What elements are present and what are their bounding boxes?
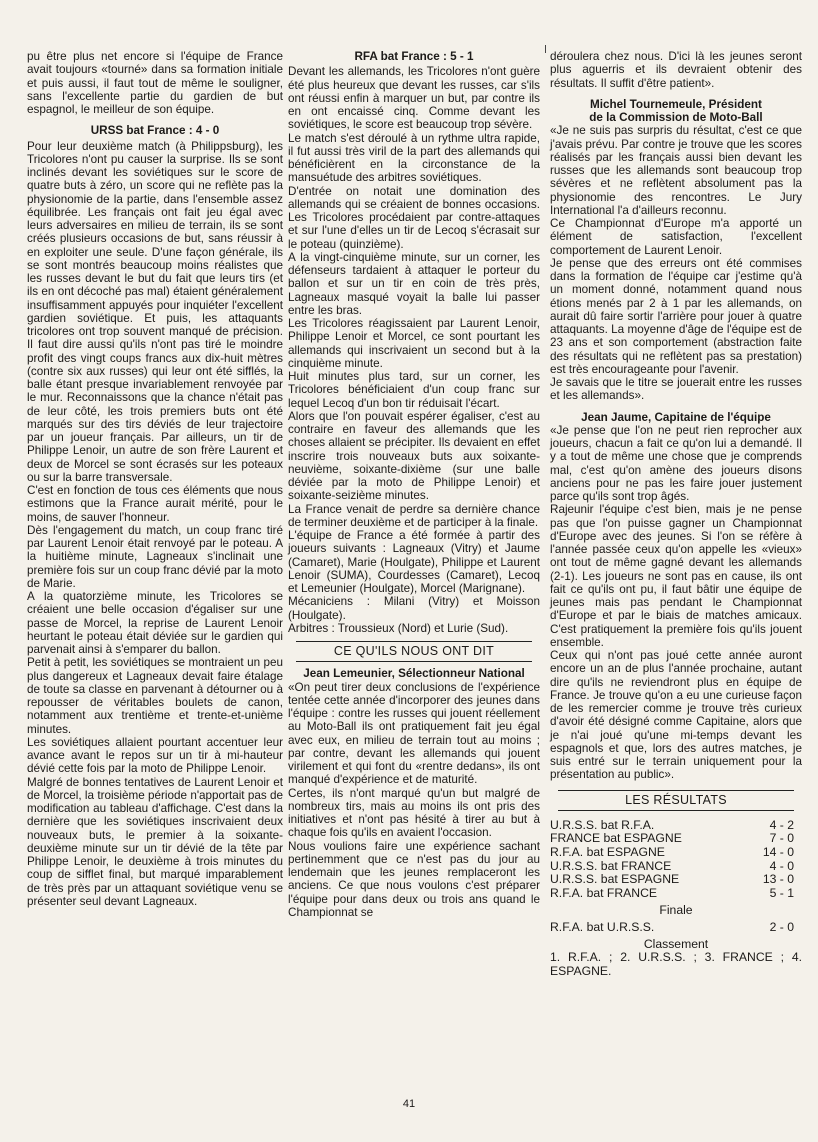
- section-heading-rfa-france: RFA bat France : 5 - 1: [354, 50, 474, 63]
- paragraph: A la quatorzième minute, les Tricolores se créaient une belle occasion d'égaliser sur une passe de Morcel, la reprise de Laurent Lenoir heurtant le poteau était déviée sur le gardien qui parvenait ainsi à s'emparer du ballon.: [27, 590, 283, 656]
- result-row: U.R.S.S. bat FRANCE 4 - 0: [550, 858, 794, 873]
- result-row: FRANCE bat ESPAGNE 7 - 0: [550, 831, 794, 846]
- divider: [558, 810, 794, 811]
- paragraph: Pour leur deuxième match (à Philippsburg), les Tricolores n'ont pu causer la surprise. Ils se sont inclinés devant les soviétiques sur le score de quatre buts à zéro, un score qui ne reflète pas la physionomie de la partie, dans l'ensemble assez équilibrée. Les français ont fait jeu égal avec leurs adversaires en milieu de terrain, ils se sont créés plusieurs occasions de but, sans réussir à en exploiter une seule. D'une façon générale, ils se sont montrés beaucoup moins réalistes que les russes devant le but du fait que leurs tirs (et ils en ont décoché pas mal) étaient généralement insuffisamment appuyés pour inquiéter l'excellent gardien soviétique. Et puis, les attaquants tricolores ont trop souvent manqué de précision. Il faut dire aussi qu'ils n'ont pas tiré le moindre profit des vingt coups francs aux dix-huit mètres (contre six aux russes) qui leur ont été sifflés, la balle étant presque invariablement renvoyée par le mur. Reconnaissons que la chance n'était pas de leur côté, les trois premiers buts ont été marqués sur des tirs déviés de leur trajectoire par un joueur français. Par ailleurs, un tir de Philippe Lenoir, un autre de son frère Laurent et deux de Morcel se sont écrasés sur les poteaux ou sur la barre transversale.: [27, 139, 283, 484]
- ranking-text: 1. R.F.A. ; 2. U.R.S.S. ; 3. FRANCE ; 4. ESPAGNE.: [550, 950, 802, 978]
- speaker-tournemeule-line1: Michel Tournemeule, Président: [590, 97, 762, 111]
- quote-paragraph: «Je ne suis pas surpris du résultat, c'est ce que j'avais prévu. Par contre je trouve que les scores réalisés par les français aussi bien devant les russes que les allemands sont beaucoup trop sévères et ne reflètent absolument pas la physionomie des rencontres. Le Jury International l'a d'ailleurs reconnu.: [550, 124, 802, 217]
- speaker-jaume: Jean Jaume, Capitaine de l'équipe: [581, 410, 771, 424]
- paragraph: Les soviétiques allaient pourtant accentuer leur avance avant le repos sur un tir à mi-hauteur dévié cette fois par la moto de Philippe Lenoir.: [27, 735, 283, 776]
- paragraph: Huit minutes plus tard, sur un corner, les Tricolores bénéficiaient d'un coup franc sur lequel Lecoq d'un bon tir réduisait l'écart.: [288, 370, 540, 410]
- paragraph: Arbitres : Troussieux (Nord) et Lurie (Sud).: [288, 621, 509, 635]
- column-3: [550, 50, 802, 978]
- ranking-title: Classement: [643, 937, 709, 952]
- quote-paragraph: Nous voulions faire une expérience sachant pertinemment que ce n'est pas du jour au lendemain que les jeunes remplaceront les anciens. Ce que nous voulons c'est préparer l'équipe pour dans deux ou trois ans quand le Championnat se: [288, 839, 540, 919]
- results-list: [550, 819, 802, 901]
- speaker-lemeunier: Jean Lemeunier, Sélectionneur National: [303, 667, 525, 681]
- paragraph: Alors que l'on pouvait espérer égaliser, c'est au contraire en faveur des allemands que les choses allaient se précipiter. Ils devaient en effet inscrire trois nouveaux buts aux soixante-neuvième, soixante-dixième (sur une balle déviée par la moto de Philippe Lenoir) et soixante-seizième minutes.: [288, 409, 540, 503]
- intro-paragraph: pu être plus net encore si l'équipe de France avait toujours «tourné» dans sa formation initiale et puis aussi, il faut tout de même le souligner, sans l'excellente partie du gardien de but espagnol, le meilleur de son équipe.: [27, 50, 283, 116]
- quote-paragraph: Ce Championnat d'Europe m'a apporté un élément de satisfaction, l'excellent comportement de Laurent Lenoir.: [550, 217, 802, 257]
- paragraph: Malgré de bonnes tentatives de Laurent Lenoir et de Morcel, la troisième période n'apportait pas de modification au tableau d'affichage. C'est dans la dernière que les soviétiques inscrivaient deux nouveaux buts, le premier à la soixante-deuxième minute sur un tir dévié de la tête par Philippe Lenoir, le deuxième à trois minutes du coup de sifflet final, but marqué imparablement de très près par un attaquant soviétique venu se présenter seul devant Lagneaux.: [27, 775, 283, 908]
- quote-paragraph: «Je pense que l'on ne peut rien reprocher aux joueurs, chacun a fait ce qu'on lui a demandé. Il y a tout de même une chose que je comprends mal, c'est qu'on amène des joueurs disons anciens pour ne pas les faire jouer justement parce qu'ils sont trop âgés.: [550, 423, 802, 503]
- paragraph: Petit à petit, les soviétiques se montraient un peu plus dangereux et Lagneaux devait faire étalage de toute sa classe en parvenant à détourner ou à repousser de véritables boulets de canon, notamment aux trentième et trente-et-unième minutes.: [27, 656, 283, 736]
- result-row: R.F.A. bat FRANCE 5 - 1: [550, 885, 794, 900]
- paragraph: C'est en fonction de tous ces éléments que nous estimons que la France aurait mérité, pour le moins, de sauver l'honneur.: [27, 484, 283, 524]
- column-2: [288, 50, 540, 919]
- paragraph: A la vingt-cinquième minute, sur un corner, les défenseurs tardaient à attaquer le porteur du ballon et sur un tir en coin de très près, Lagneaux masqué voyait la balle lui passer entre les bras.: [288, 250, 540, 317]
- page-number: 41: [402, 1098, 416, 1110]
- result-row: U.R.S.S. bat ESPAGNE 13 - 0: [550, 872, 794, 887]
- column-separator-mark: [545, 45, 546, 53]
- interviews-title: CE QU'ILS NOUS ONT DIT: [333, 644, 495, 658]
- paragraph: Dès l'engagement du match, un coup franc tiré par Laurent Lenoir était renvoyé par le poteau. A la huitième minute, Lagneaux s'inclinait une première fois sur un coup franc dévié par la moto de Marie.: [27, 523, 283, 590]
- results-title: LES RÉSULTATS: [625, 792, 727, 807]
- paragraph: Les Tricolores réagissaient par Laurent Lenoir, Philippe Lenoir et Morcel, ce sont pourtant les allemands qui inscrivaient un second but à la cinquième minute.: [288, 317, 540, 370]
- quote-paragraph: Je pense que des erreurs ont été commises dans la formation de l'équipe car j'estime qu'à un moment donné, notamment quand nous étions menés par 2 à 1 par les allemands, on aurait dû faire sortir l'arrière pour jouer à quatre attaquants. La moyenne d'âge de l'équipe est de 23 ans et son comportement (abstraction faite des résultats qui ne reflètent pas sa prestation) est très encourageante pour l'avenir.: [550, 256, 802, 376]
- quote-paragraph: Ceux qui n'ont pas joué cette année auront encore un an de plus l'année prochaine, autant dire qu'ils ne reviendront plus en équipe de France. Je trouve qu'on a eu une curieuse façon de les remercier comme je trouve très curieux d'avoir été désigné comme Capitaine, alors que je n'ai joué qu'une mi-temps devant les espagnols et que, lors des autres matches, je suis entré sur le terrain uniquement pour la présentation au public».: [550, 649, 802, 782]
- paragraph: La France venait de perdre sa dernière chance de terminer deuxième et de participer à la finale.: [288, 502, 540, 529]
- quote-continuation: déroulera chez nous. D'ici là les jeunes seront plus aguerris et ils devraient obtenir des résultats. Il suffit d'être patient».: [550, 50, 802, 90]
- paragraph: D'entrée on notait une domination des allemands qui se créaient de bonnes occasions. Les Tricolores procédaient par contre-attaques et sur l'une d'elles un tir de Lecoq s'écrasait sur le poteau (quinzième).: [288, 184, 540, 251]
- paragraph: L'équipe de France a été formée à partir des joueurs suivants : Lagneaux (Vitry) et Jaume (Camaret), Marie (Houlgate), Philippe et Laurent Lenoir (SUMA), Courdesses (Camaret), Lecoq et Lemeunier (Houlgate), Morcel (Marignane).: [288, 529, 540, 595]
- paragraph: Devant les allemands, les Tricolores n'ont guère été plus heureux que devant les russes, car s'ils ont réussi enfin à marquer un but, par contre ils en ont encaissé cinq. Comme devant les soviétiques, le score est beaucoup trop sévère.: [288, 65, 540, 132]
- final-title: Finale: [659, 903, 693, 918]
- final-result-row: R.F.A. bat U.R.S.S. 2 - 0: [550, 919, 794, 934]
- quote-paragraph: Certes, ils n'ont marqué qu'un but malgré de nombreux tirs, mais au moins ils ont pris des initiatives et n'ont pas hésité à tirer au but à chaque fois qu'ils en avaient l'occasion.: [288, 786, 540, 840]
- paragraph: Le match s'est déroulé à un rythme ultra rapide, il fut aussi très viril de la part des allemands qui bénéficièrent en la circonstance de la mansuétude des arbitres soviétiques.: [288, 131, 540, 185]
- result-row: R.F.A. bat ESPAGNE 14 - 0: [550, 844, 794, 859]
- column-1: [27, 50, 283, 908]
- quote-paragraph: Je savais que le titre se jouerait entre les russes et les allemands».: [550, 376, 802, 403]
- quote-paragraph: «On peut tirer deux conclusions de l'expérience tentée cette année d'incorporer des jeunes dans l'équipe : contre les russes qui jouent réellement au Moto-Ball ils ont pratiquement fait jeu égal avec eux, en milieu de terrain tout au moins ; par contre, devant les allemands qui jouent virilement et qui font du «rentre dedans», ils ont manqué d'expérience et de maturité.: [288, 680, 540, 787]
- result-row: U.R.S.S. bat R.F.A. 4 - 2: [550, 817, 794, 832]
- paragraph: Mécaniciens : Milani (Vitry) et Moisson (Houlgate).: [288, 595, 540, 622]
- speaker-tournemeule-line2: de la Commission de Moto-Ball: [589, 111, 763, 124]
- quote-paragraph: Rajeunir l'équipe c'est bien, mais je ne pense pas que l'on puisse gagner un Championnat d'Europe avec des jeunes. Si l'on se réfère à l'année passée ceux qu'on appelle les «vieux» ont tout de même gagné devant les allemands (2-1). Les joueurs ne sont pas en cause, ils ont fait ce qu'ils ont pu, il faut bâtir une équipe de jeunes mais pas pendant le Championnat d'Europe et par le biais de matches amicaux. C'est pratiquement la première fois qu'ils jouent ensemble.: [550, 503, 802, 649]
- divider: [296, 661, 532, 662]
- section-heading-urss-france: URSS bat France : 4 - 0: [90, 124, 220, 138]
